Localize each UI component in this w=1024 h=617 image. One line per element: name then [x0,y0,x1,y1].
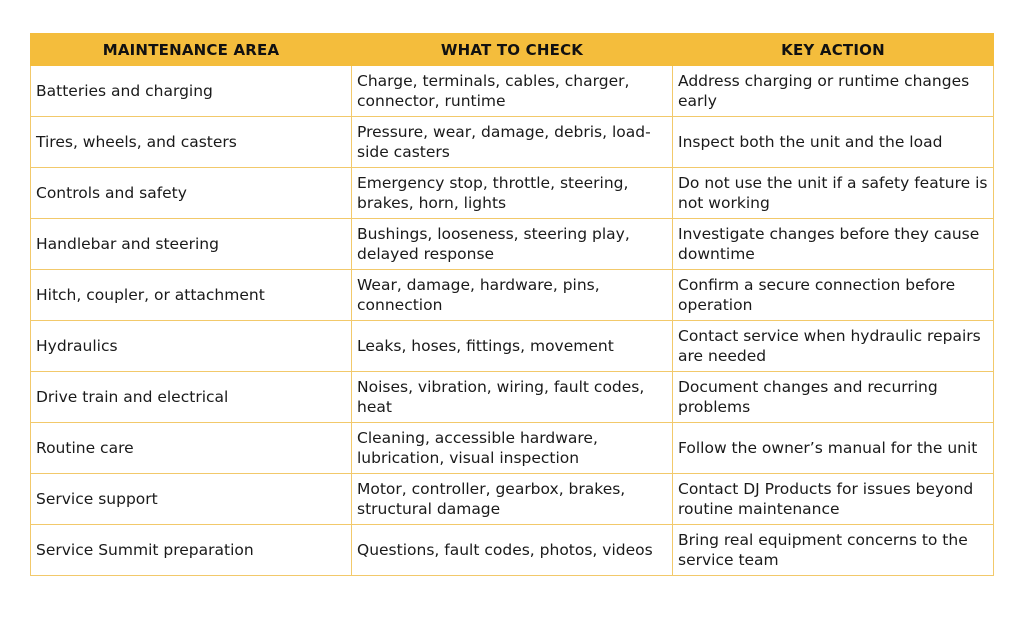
table-row [31,525,994,576]
cell-what-to-check: Bushings, looseness, steering play, delayed response [352,219,673,270]
cell-maintenance-area: Routine care [31,423,352,474]
cell-key-action: Inspect both the unit and the load [673,117,994,168]
cell-what-to-check: Cleaning, accessible hardware, lubrication, visual inspection [352,423,673,474]
cell-what-to-check: Emergency stop, throttle, steering, brakes, horn, lights [352,168,673,219]
cell-what-to-check: Wear, damage, hardware, pins, connection [352,270,673,321]
table-row [31,66,994,117]
cell-maintenance-area: Tires, wheels, and casters [31,117,352,168]
cell-maintenance-area: Service support [31,474,352,525]
table-body [31,66,994,576]
cell-key-action: Investigate changes before they cause downtime [673,219,994,270]
cell-key-action: Address charging or runtime changes early [673,66,994,117]
cell-what-to-check: Charge, terminals, cables, charger, connector, runtime [352,66,673,117]
table-row [31,423,994,474]
header-row [31,34,994,66]
header-maintenance-area: MAINTENANCE AREA [31,34,352,66]
header-what-to-check: WHAT TO CHECK [352,34,673,66]
table-row [31,270,994,321]
cell-maintenance-area: Service Summit preparation [31,525,352,576]
maintenance-table-container [30,33,993,576]
table-row [31,117,994,168]
cell-key-action: Do not use the unit if a safety feature is not working [673,168,994,219]
cell-maintenance-area: Batteries and charging [31,66,352,117]
table-row [31,372,994,423]
cell-what-to-check: Noises, vibration, wiring, fault codes, heat [352,372,673,423]
header-key-action: KEY ACTION [673,34,994,66]
cell-key-action: Document changes and recurring problems [673,372,994,423]
cell-key-action: Follow the owner’s manual for the unit [673,423,994,474]
cell-maintenance-area: Drive train and electrical [31,372,352,423]
cell-key-action: Contact DJ Products for issues beyond routine maintenance [673,474,994,525]
cell-maintenance-area: Controls and safety [31,168,352,219]
cell-key-action: Bring real equipment concerns to the service team [673,525,994,576]
cell-what-to-check: Leaks, hoses, fittings, movement [352,321,673,372]
cell-what-to-check: Pressure, wear, damage, debris, load-side casters [352,117,673,168]
table-header [31,34,994,66]
cell-maintenance-area: Hydraulics [31,321,352,372]
table-row [31,474,994,525]
cell-what-to-check: Questions, fault codes, photos, videos [352,525,673,576]
cell-key-action: Confirm a secure connection before operation [673,270,994,321]
table-row [31,168,994,219]
cell-maintenance-area: Handlebar and steering [31,219,352,270]
cell-key-action: Contact service when hydraulic repairs are needed [673,321,994,372]
cell-maintenance-area: Hitch, coupler, or attachment [31,270,352,321]
maintenance-table [30,33,994,576]
table-row [31,219,994,270]
cell-what-to-check: Motor, controller, gearbox, brakes, structural damage [352,474,673,525]
table-row [31,321,994,372]
